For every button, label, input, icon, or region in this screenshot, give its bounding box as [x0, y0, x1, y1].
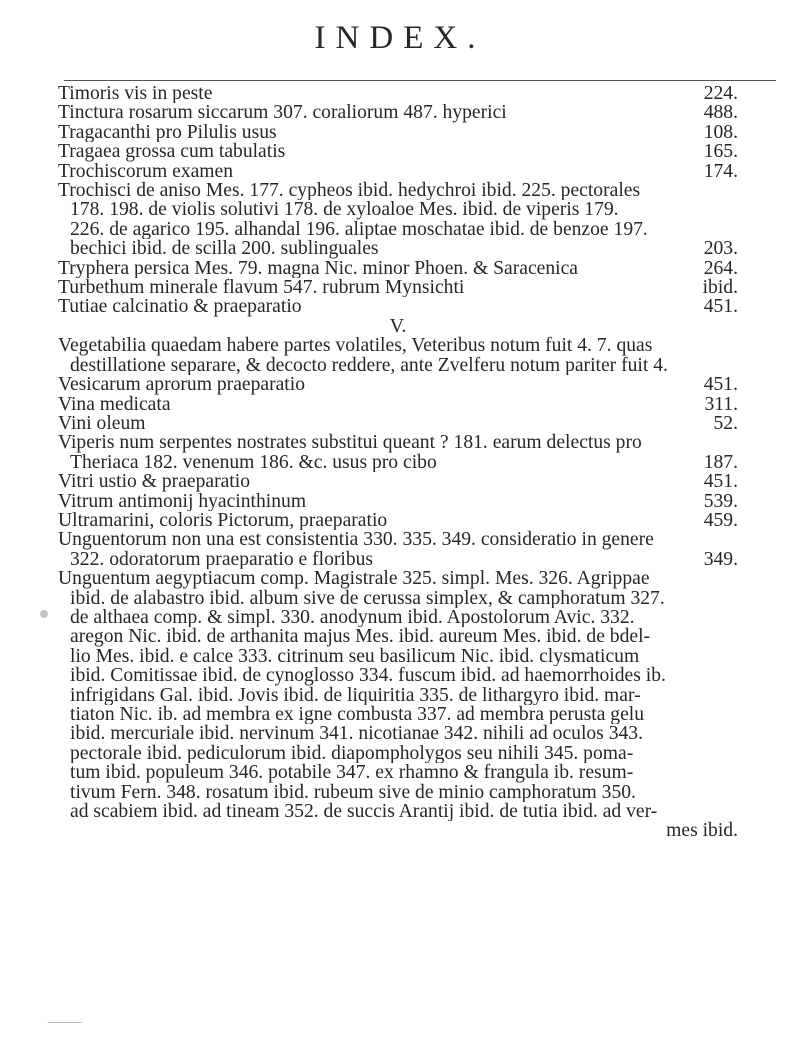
index-entry	[58, 336, 738, 375]
entry-page-number: 488.	[703, 102, 738, 124]
entry-page-number: ibid.	[702, 277, 738, 299]
section-letter-v: V.	[389, 314, 407, 337]
index-entry	[58, 84, 738, 103]
entry-continuation-line: de althaea comp. & simpl. 330. anodynum ibid. Apostolorum Avic. 332.	[70, 607, 635, 628]
entry-page-number: 108.	[703, 121, 738, 143]
index-entry	[58, 297, 738, 316]
entry-continuation-line: ibid. Comitissae ibid. de cynoglosso 334. fuscum ibid. ad haemorrhoides ib.	[70, 666, 666, 686]
entry-continuation-line: Theriaca 182. venenum 186. &c. usus pro cibo	[70, 452, 437, 473]
entry-tail-line: mes ibid.	[666, 820, 738, 842]
entry-page-number: 311.	[704, 393, 738, 415]
entry-headword-line: Unguentum aegyptiacum comp. Magistrale 325. simpl. Mes. 326. Agrippae	[58, 569, 650, 589]
index-entry	[58, 569, 738, 841]
entry-headword-line: Tragacanthi pro Pilulis usus	[58, 122, 277, 143]
index-entry	[58, 259, 738, 278]
entry-headword-line: Vitrum antimonij hyacinthinum	[58, 491, 307, 511]
paper-stain	[40, 610, 48, 618]
entry-headword-line: Vina medicata	[58, 394, 171, 414]
entry-page-number: 451.	[703, 471, 738, 493]
entry-continuation-line: ibid. de alabastro ibid. album sive de cerussa simplex, & camphoratum 327.	[70, 588, 665, 608]
entry-headword-line: Viperis num serpentes nostrates substitui queant ? 181. earum delectus pro	[58, 433, 642, 453]
index-entry	[58, 472, 738, 491]
entry-headword-line: Trochiscorum examen	[58, 161, 234, 182]
entry-headword-line: Vegetabilia quaedam habere partes volatiles, Veteribus notum fuit 4. 7. quas	[58, 336, 653, 356]
entry-continuation-line: pectorale ibid. pediculorum ibid. diapompholygos seu nihili 345. poma-	[70, 743, 634, 764]
index-entry	[58, 278, 738, 297]
pen-mark	[47, 1014, 86, 1023]
entry-page-number: 187.	[703, 451, 738, 473]
entry-page-number: 451.	[703, 374, 738, 396]
entry-page-number: 451.	[703, 296, 738, 318]
header-rule	[64, 80, 776, 81]
entry-continuation-line: ibid. mercuriale ibid. nervinum 341. nicotianae 342. nihili ad oculos 343.	[70, 724, 643, 744]
entry-headword-line: Vesicarum aprorum praeparatio	[58, 375, 305, 395]
entry-page-number: 264.	[703, 257, 738, 279]
entry-headword-line: Timoris vis in peste	[58, 84, 213, 104]
entry-page-number: 539.	[703, 490, 738, 512]
entry-headword-line: Vini oleum	[58, 413, 146, 434]
entry-page-number: 174.	[703, 160, 738, 182]
index-entry	[58, 433, 738, 472]
entry-page-number: 349.	[703, 548, 738, 570]
index-entry	[58, 530, 738, 569]
entry-continuation-line: 322. odoratorum praeparatio e floribus	[70, 549, 374, 570]
entry-continuation-line: infrigidans Gal. ibid. Jovis ibid. de liquiritia 335. de lithargyro ibid. mar-	[70, 685, 641, 705]
entry-continuation-line: destillatione separare, & decocto reddere, ante Zvelferu notum pariter fuit 4.	[70, 355, 668, 376]
index-entry	[58, 511, 738, 530]
index-group-v	[58, 336, 738, 841]
index-entry	[58, 142, 738, 161]
entry-continuation-line: tum ibid. populeum 346. potabile 347. ex rhamno & frangula ib. resum-	[70, 763, 634, 783]
index-entry	[58, 375, 738, 394]
entry-continuation-line: 178. 198. de violis solutivi 178. de xyloaloe Mes. ibid. de viperis 179.	[70, 200, 619, 220]
index-entry	[58, 123, 738, 142]
entry-continuation-line: 226. de agarico 195. alhandal 196. aliptae moschatae ibid. de benzoe 197.	[70, 219, 648, 240]
index-entries	[58, 84, 738, 841]
index-entry	[58, 414, 738, 433]
entry-continuation-line: aregon Nic. ibid. de arthanita majus Mes. ibid. aureum Mes. ibid. de bdel-	[70, 627, 651, 647]
index-entry	[58, 492, 738, 511]
index-entry	[58, 395, 738, 414]
entry-headword-line: Ultramarini, coloris Pictorum, praeparatio	[58, 510, 388, 531]
entry-headword-line: Tryphera persica Mes. 79. magna Nic. minor Phoen. & Saracenica	[58, 258, 578, 279]
page-header: INDEX.	[314, 20, 486, 56]
entry-headword-line: Trochisci de aniso Mes. 177. cypheos ibid. hedychroi ibid. 225. pectorales	[58, 181, 641, 201]
entry-continuation-line: ad scabiem ibid. ad tineam 352. de succis Arantij ibid. de tutia ibid. ad ver-	[70, 802, 658, 822]
entry-headword-line: Tinctura rosarum siccarum 307. coraliorum 487. hyperici	[58, 103, 507, 123]
entry-continuation-line: bechici ibid. de scilla 200. sublinguales	[70, 239, 379, 259]
entry-headword-line: Tutiae calcinatio & praeparatio	[58, 297, 302, 317]
entry-continuation-line: lio Mes. ibid. e calce 333. citrinum seu basilicum Nic. ibid. clysmaticum	[70, 646, 640, 667]
entry-headword-line: Turbethum minerale flavum 547. rubrum Mynsichti	[58, 278, 465, 298]
entry-page-number: 459.	[703, 509, 738, 531]
index-group-t	[58, 84, 738, 317]
entry-page-number: 52.	[713, 412, 738, 434]
entry-headword-line: Vitri ustio & praeparatio	[58, 472, 250, 492]
entry-page-number: 165.	[703, 141, 738, 163]
entry-continuation-line: tiaton Nic. ib. ad membra ex igne combusta 337. ad membra perusta gelu	[70, 705, 645, 725]
index-entry	[58, 162, 738, 181]
index-entry	[58, 181, 738, 259]
entry-headword-line: Tragaea grossa cum tabulatis	[58, 142, 286, 162]
index-entry	[58, 103, 738, 122]
entry-continuation-line: tivum Fern. 348. rosatum ibid. rubeum sive de minio camphoratum 350.	[70, 782, 636, 803]
entry-headword-line: Unguentorum non una est consistentia 330. 335. 349. consideratio in genere	[58, 530, 654, 550]
entry-page-number: 203.	[703, 238, 738, 260]
entry-page-number: 224.	[703, 83, 738, 104]
